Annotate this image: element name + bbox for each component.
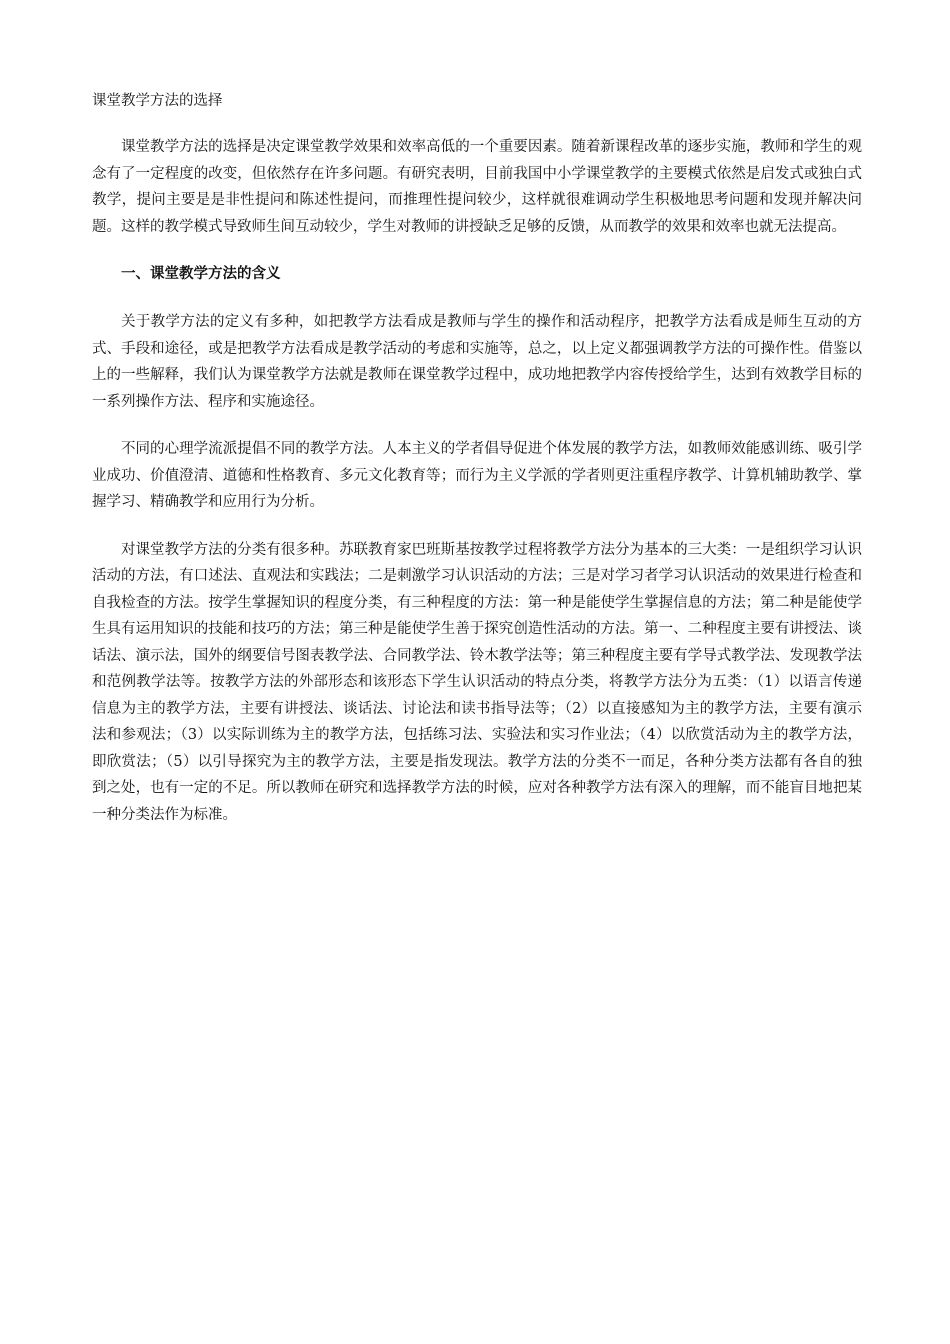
classification-paragraph: 对课堂教学方法的分类有很多种。苏联教育家巴班斯基按教学过程将教学方法分为基本的三大类：一是组织学习认识活动的方法，有口述法、直观法和实践法；二是刺激学习认识活动的方法；三是对学习者学习认识活动的效果进行检查和自我检查的方法。按学生掌握知识的程度分类，有三种程度的方法：第一种是能使学生掌握信息的方法；第二种是能使学生具有运用知识的技能和技巧的方法；第三种是能使学生善于探究创造性活动的方法。第一、二种程度主要有讲授法、谈话法、演示法，国外的纲要信号图表教学法、合同教学法、铃木教学法等；第三种程度主要有学导式教学法、发现教学法和范例教学法等。按教学方法的外部形态和该形态下学生认识活动的特点分类，将教学方法分为五类：（1）以语言传递信息为主的教学方法，主要有讲授法、谈话法、讨论法和读书指导法等；（2）以直接感知为主的教学方法，主要有演示法和参观法；（3）以实际训练为主的教学方法，包括练习法、实验法和实习作业法；（4）以欣赏活动为主的教学方法，即欣赏法；（5）以引导探究为主的教学方法，主要是指发现法。教学方法的分类不一而足，各种分类方法都有各自的独到之处，也有一定的不足。所以教师在研究和选择教学方法的时候，应对各种教学方法有深入的理解，而不能盲目地把某一种分类法作为标准。 bbox=[92, 541, 862, 823]
section-heading: 一、课堂教学方法的含义 bbox=[121, 266, 281, 282]
definition-paragraph: 关于教学方法的定义有多种，如把教学方法看成是教师与学生的操作和活动程序，把教学方法看成是师生互动的方式、手段和途径，或是把教学方法看成是教学活动的考虑和实施等，总之，以上定义都强调教学方法的可操作性。借鉴以上的一些解释，我们认为课堂教学方法就是教师在课堂教学过程中，成功地把教学内容传授给学生，达到有效教学目标的一系列操作方法、程序和实施途径。 bbox=[92, 314, 862, 410]
intro-paragraph: 课堂教学方法的选择是决定课堂教学效果和效率高低的一个重要因素。随着新课程改革的逐步实施，教师和学生的观念有了一定程度的改变，但依然存在许多问题。有研究表明，目前我国中小学课堂教学的主要模式依然是启发式或独白式教学，提问主要是是非性提问和陈述性提问，而推理性提问较少，这样就很难调动学生积极地思考问题和发现并解决问题。这样的教学模式导致师生间互动较少，学生对教师的讲授缺乏足够的反馈，从而教学的效果和效率也就无法提高。 bbox=[92, 139, 862, 235]
document-title: 课堂教学方法的选择 bbox=[92, 93, 223, 109]
document-page bbox=[92, 88, 862, 849]
psychology-schools-paragraph: 不同的心理学流派提倡不同的教学方法。人本主义的学者倡导促进个体发展的教学方法，如教师效能感训练、吸引学业成功、价值澄清、道德和性格教育、多元文化教育等；而行为主义学派的学者则更注重程序教学、计算机辅助教学、掌握学习、精确教学和应用行为分析。 bbox=[92, 441, 862, 510]
